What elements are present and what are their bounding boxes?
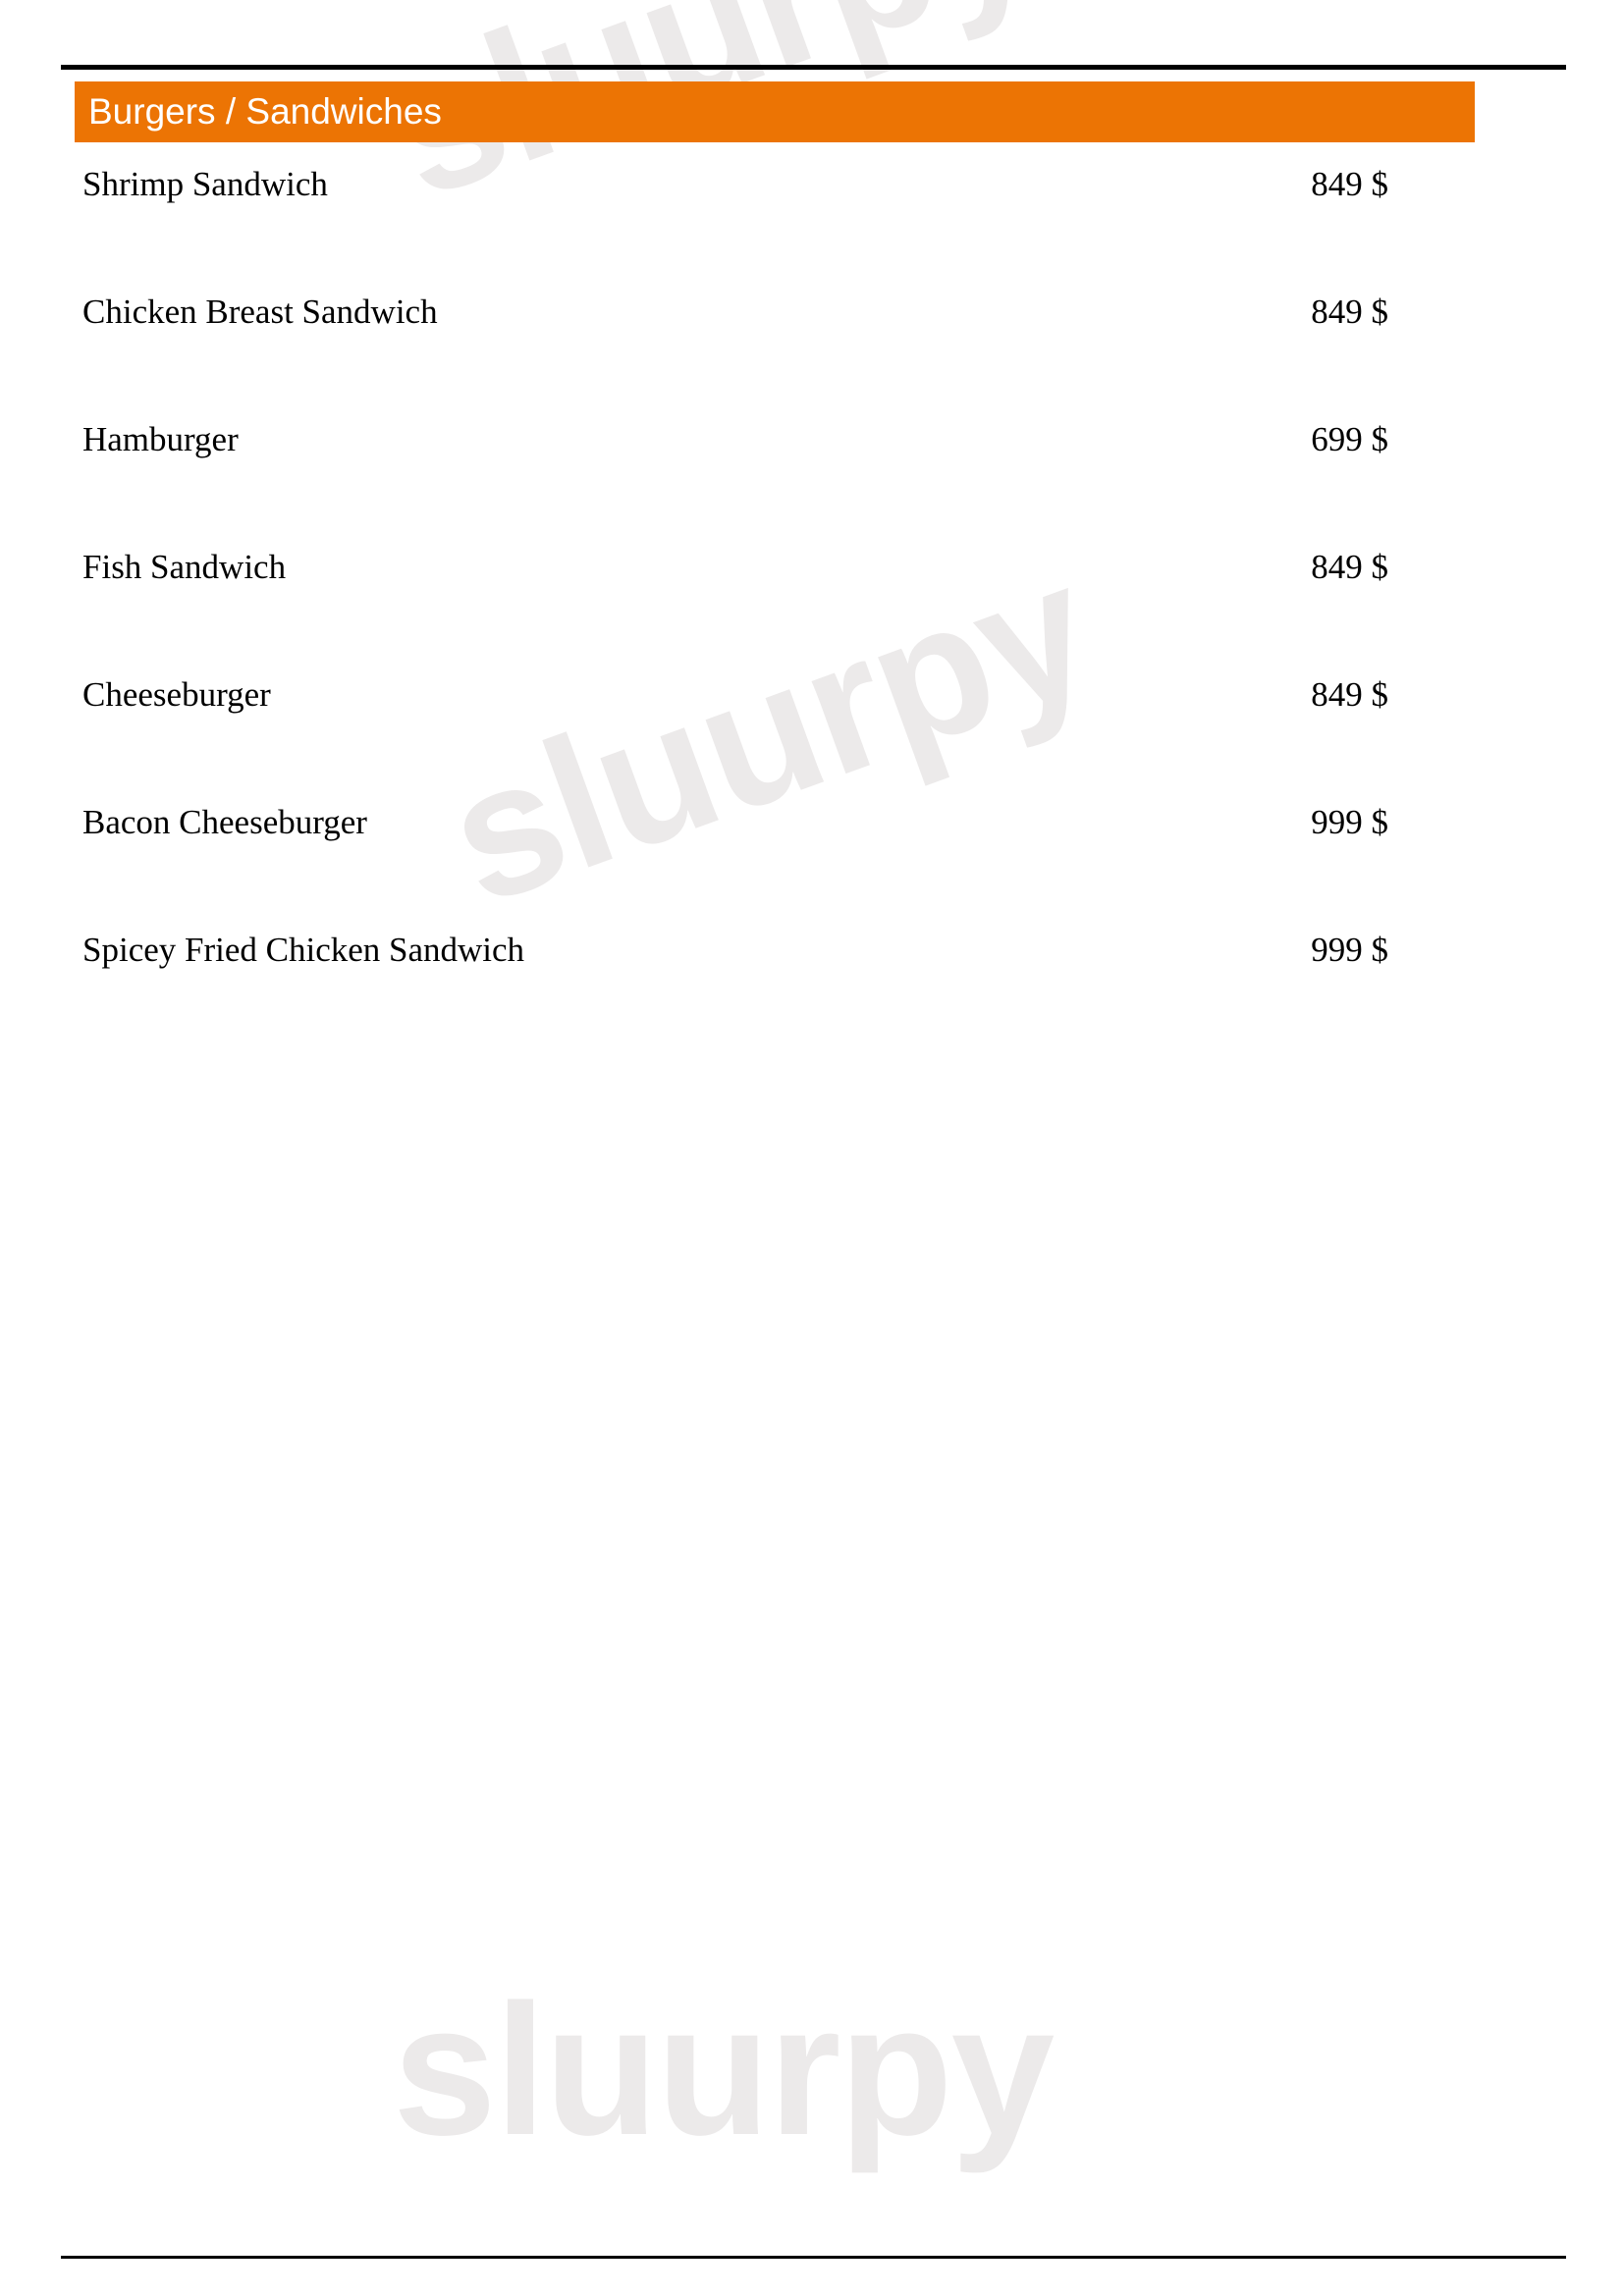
menu-item-price: 849 $ [1311, 165, 1388, 203]
menu-item-name: Bacon Cheeseburger [82, 803, 367, 841]
menu-item-price: 849 $ [1311, 675, 1388, 714]
list-item [82, 548, 1388, 675]
list-item [82, 293, 1388, 420]
menu-item-price: 999 $ [1311, 803, 1388, 841]
menu-item-price: 849 $ [1311, 548, 1388, 586]
list-item [82, 420, 1388, 548]
menu-item-name: Fish Sandwich [82, 548, 287, 586]
menu-item-name: Shrimp Sandwich [82, 165, 328, 203]
section-header [75, 81, 1475, 142]
list-item [82, 675, 1388, 803]
menu-item-name: Cheeseburger [82, 675, 271, 714]
menu-item-price: 849 $ [1311, 293, 1388, 331]
watermark-logo-middle: sluurpy [423, 522, 1115, 945]
menu-item-list [82, 165, 1388, 1058]
page-top-divider [61, 65, 1566, 70]
menu-item-name: Chicken Breast Sandwich [82, 293, 438, 331]
menu-item-price: 999 $ [1311, 931, 1388, 969]
list-item [82, 165, 1388, 293]
list-item [82, 803, 1388, 931]
menu-item-name: Hamburger [82, 420, 239, 458]
page-bottom-divider [61, 2256, 1566, 2259]
list-item [82, 931, 1388, 1058]
menu-item-price: 699 $ [1311, 420, 1388, 458]
section-title: Burgers / Sandwiches [88, 91, 442, 132]
menu-item-name: Spicey Fried Chicken Sandwich [82, 931, 525, 969]
watermark-logo-bottom: sluurpy [393, 1966, 1054, 2174]
